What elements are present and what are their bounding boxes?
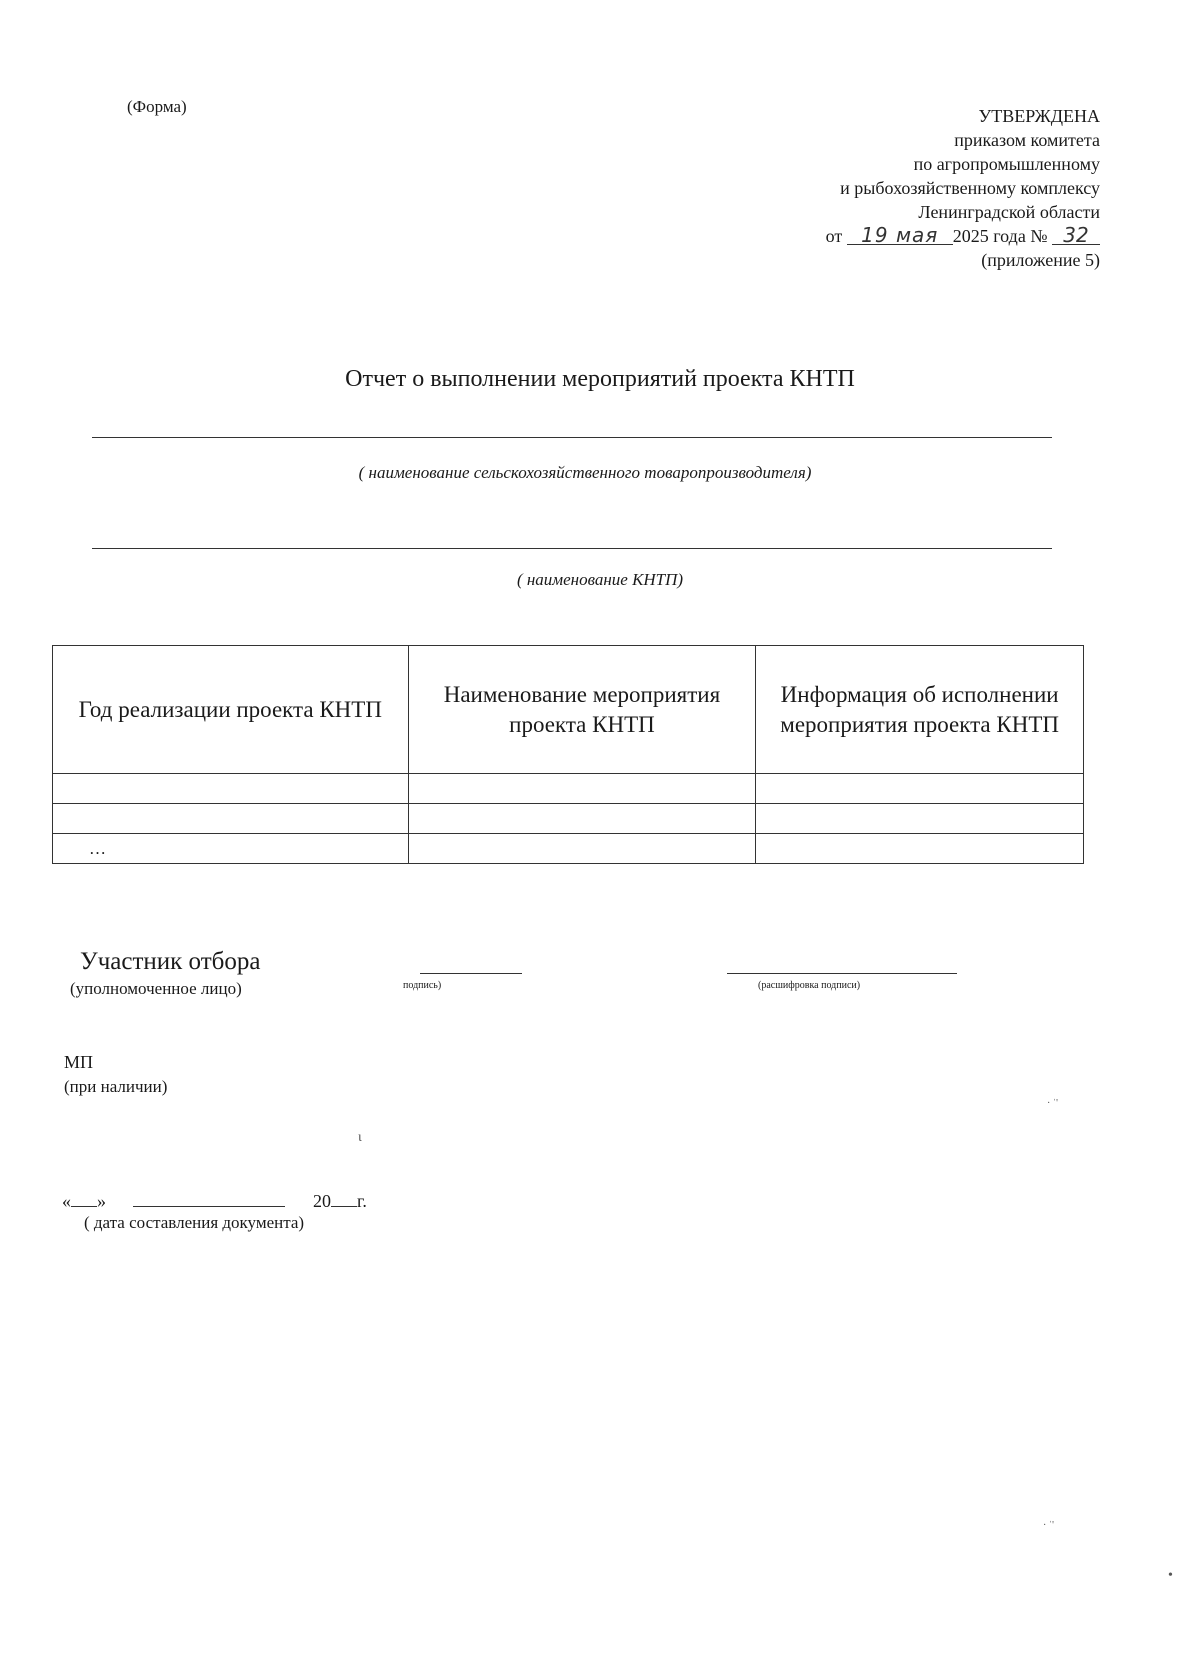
- signature-caption: подпись): [403, 980, 442, 991]
- table-cell[interactable]: [756, 774, 1084, 804]
- scan-speck: · ˈ': [1047, 1098, 1058, 1109]
- table-cell[interactable]: [53, 774, 409, 804]
- table-cell[interactable]: [756, 804, 1084, 834]
- table-cell[interactable]: [408, 774, 756, 804]
- table-cell[interactable]: [756, 834, 1084, 864]
- participant-label: Участник отбора: [80, 948, 261, 975]
- approval-line: Ленинградской области: [918, 202, 1100, 222]
- day-blank[interactable]: [71, 1190, 97, 1207]
- kntp-name-line: [92, 548, 1052, 549]
- signature-line: [420, 973, 522, 974]
- producer-name-line: [92, 437, 1052, 438]
- year-blank[interactable]: [331, 1190, 357, 1207]
- table-row: [53, 804, 1084, 834]
- table-cell-ellipsis[interactable]: …: [53, 834, 409, 864]
- report-table: [52, 645, 1084, 864]
- producer-caption: ( наименование сельскохозяйственного товаропроизводителя): [358, 463, 812, 482]
- document-title: Отчет о выполнении мероприятий проекта КНТП: [345, 366, 855, 392]
- table-cell[interactable]: [408, 804, 756, 834]
- date-open-quote: «: [62, 1191, 71, 1211]
- approval-date-prefix: от: [825, 226, 843, 246]
- approval-year: 2025 года №: [952, 226, 1048, 246]
- scan-speck: ι: [358, 1130, 362, 1145]
- approval-line: приказом комитета: [954, 130, 1100, 150]
- approval-appendix: (приложение 5): [981, 250, 1100, 270]
- approval-line: по агропромышленному: [913, 154, 1100, 174]
- table-cell[interactable]: [53, 804, 409, 834]
- document-date-row: [62, 1190, 367, 1212]
- participant-sub: (уполномоченное лицо): [70, 979, 242, 998]
- approval-title: УТВЕРЖДЕНА: [978, 106, 1100, 126]
- handwritten-number: 32: [1052, 226, 1100, 245]
- approval-date-line: [680, 224, 1100, 248]
- kntp-caption: ( наименование КНТП): [516, 570, 684, 589]
- header-event-name: Наименование мероприятия проекта КНТП: [408, 646, 756, 774]
- approval-line: и рыбохозяйственному комплексу: [840, 178, 1100, 198]
- table-row: [53, 834, 1084, 864]
- date-suffix: г.: [357, 1191, 367, 1211]
- date-close-quote: »: [97, 1191, 106, 1211]
- scan-speck: · ˈ': [1043, 1520, 1054, 1531]
- table-cell[interactable]: [408, 834, 756, 864]
- approval-block: [680, 104, 1100, 272]
- table-header-row: [53, 646, 1084, 774]
- date-century: 20: [313, 1191, 331, 1211]
- header-execution-info: Информация об исполнении мероприятия проекта КНТП: [756, 646, 1084, 774]
- handwritten-date: 19 мая: [847, 226, 953, 245]
- date-caption: ( дата составления документа): [84, 1213, 305, 1232]
- header-year: Год реализации проекта КНТП: [53, 646, 409, 774]
- stamp-sub: (при наличии): [64, 1077, 168, 1096]
- month-blank[interactable]: [133, 1190, 285, 1207]
- signature-decode-line: [727, 973, 957, 974]
- table-row: [53, 774, 1084, 804]
- scan-speck: •: [1168, 1568, 1173, 1583]
- stamp-label: МП: [64, 1052, 94, 1072]
- signature-decode-caption: (расшифровка подписи): [758, 980, 861, 991]
- form-label: (Форма): [127, 97, 187, 116]
